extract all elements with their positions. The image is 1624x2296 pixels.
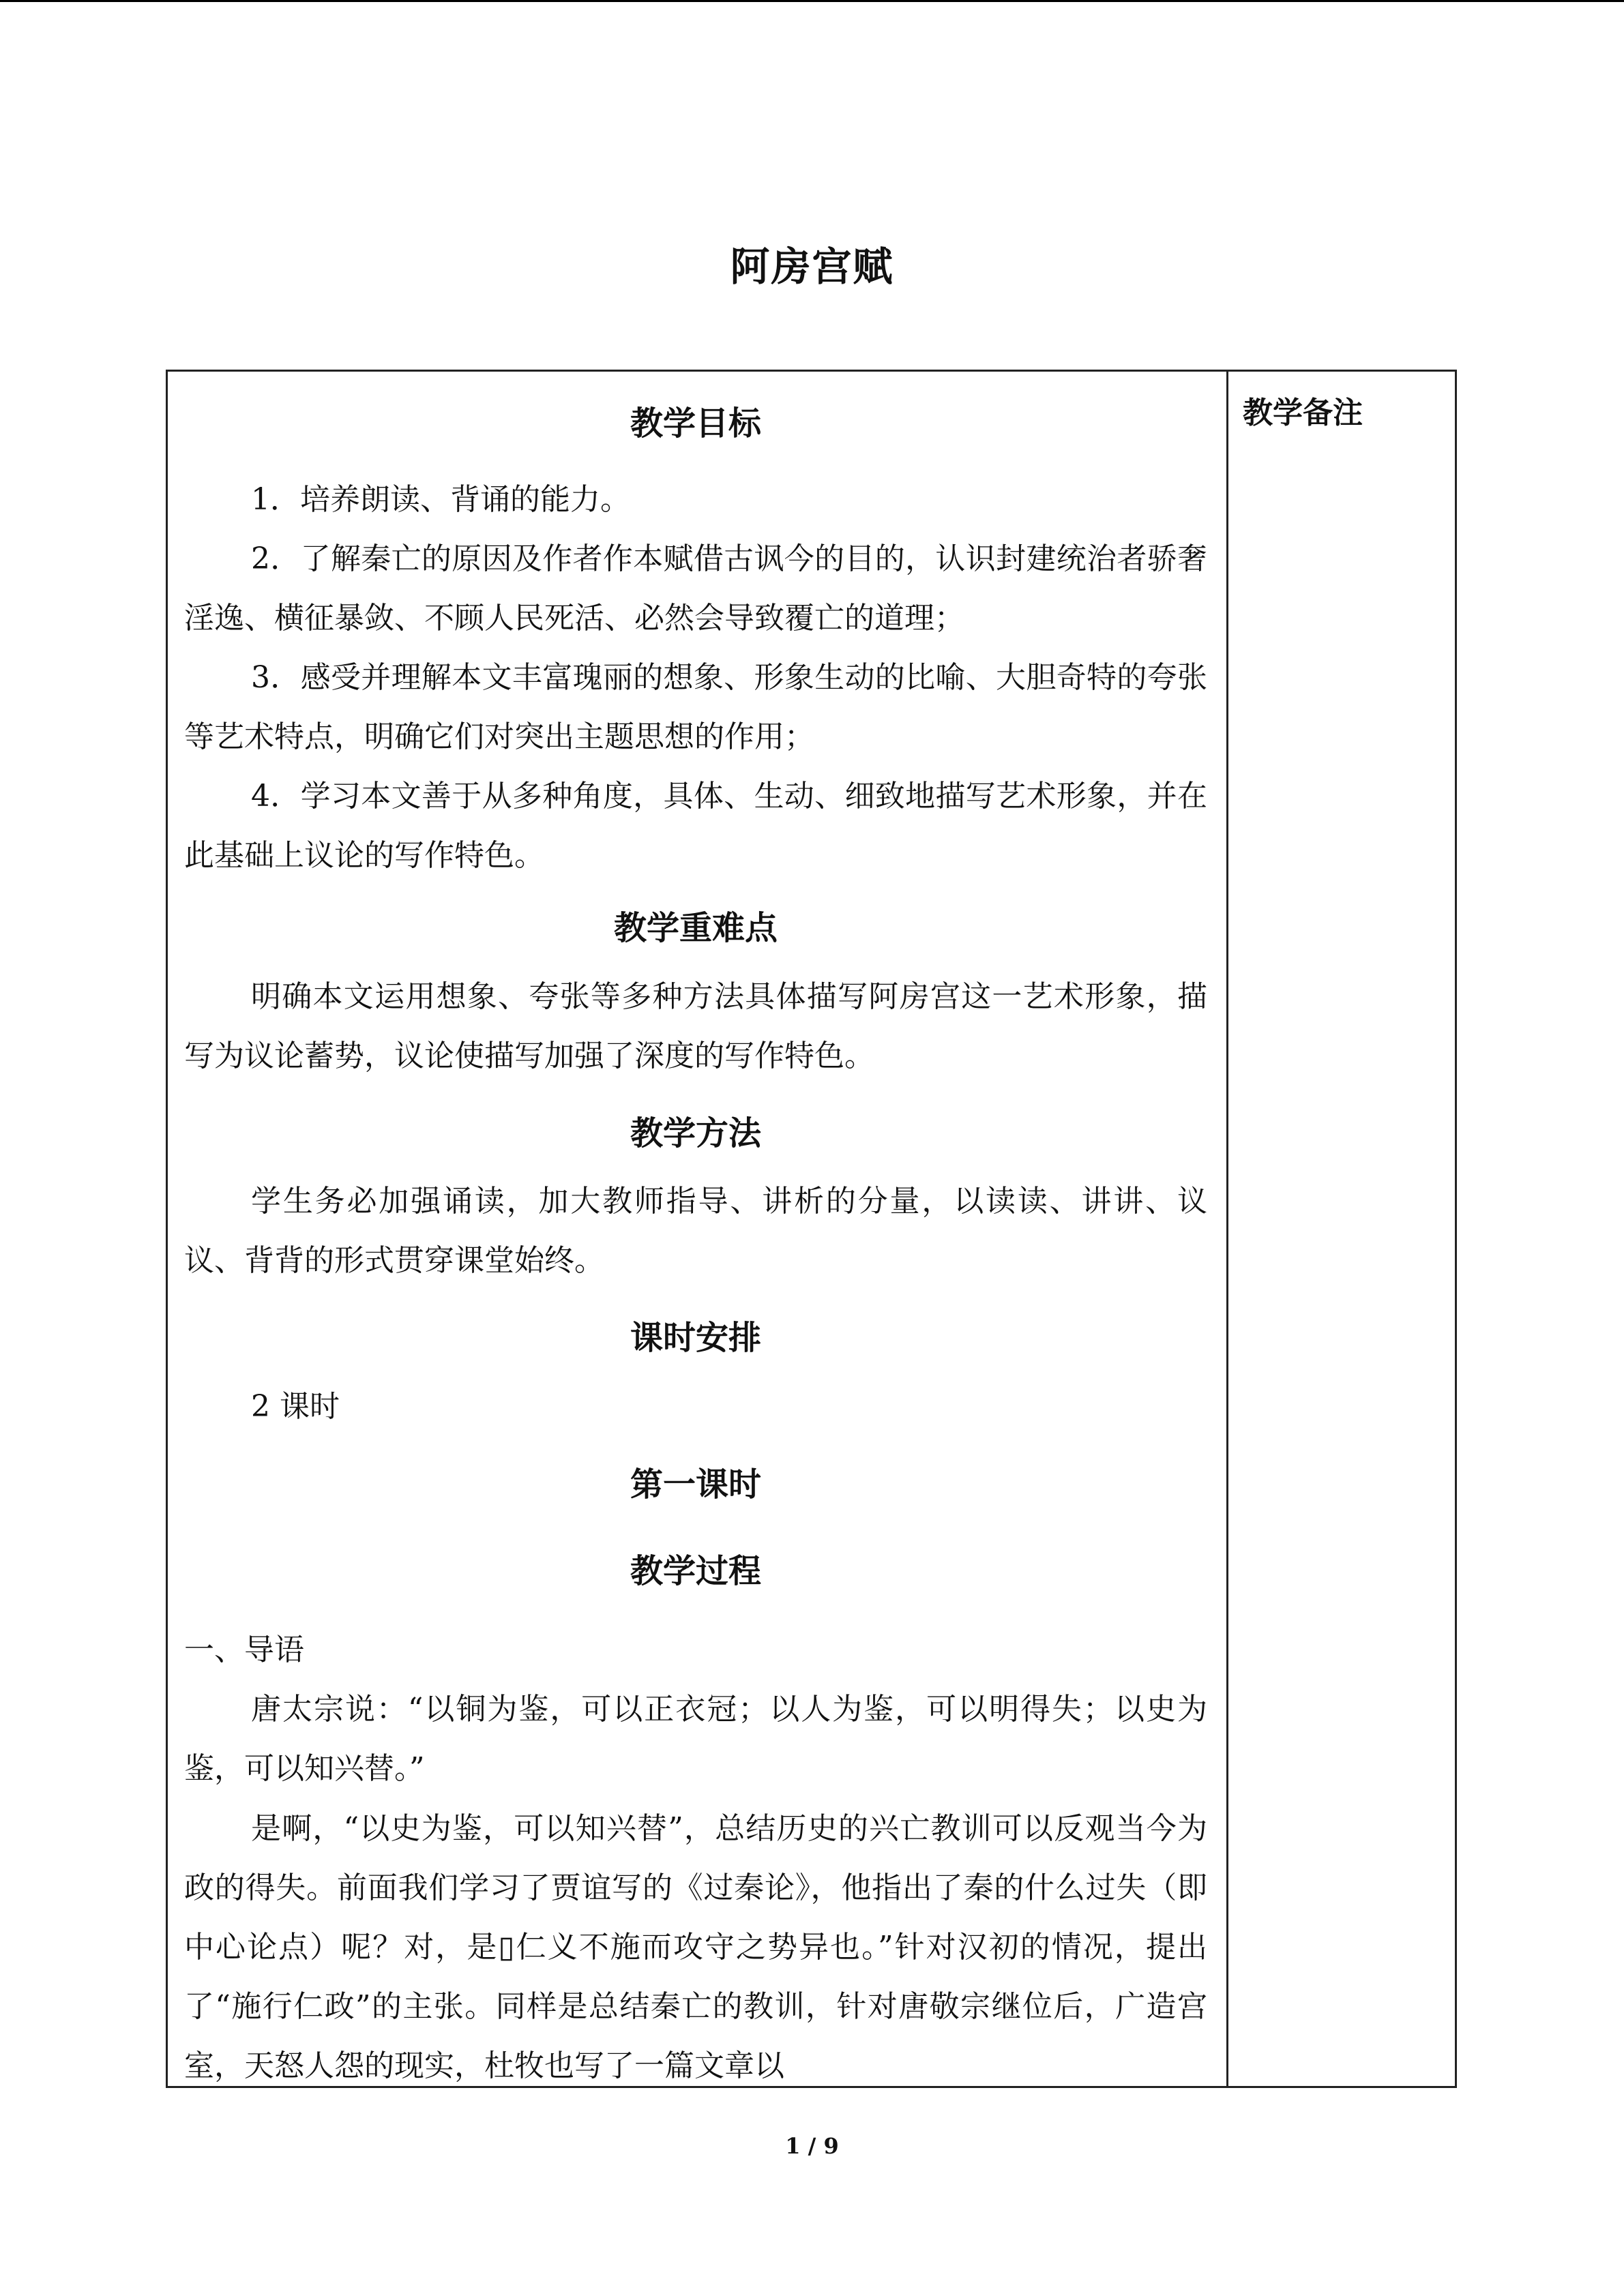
schedule-text: 2 课时 — [251, 1389, 340, 1424]
process-subheading: 一、导语 — [184, 1632, 304, 1667]
page-top-edge — [0, 0, 1624, 2]
objectives-heading: 教学目标 — [630, 404, 761, 443]
methods-text: 学生务必加强诵读，加大教师指导、讲析的分量，以读读、讲讲、议议、背背的形式贯穿课堂始终。 — [184, 1184, 1207, 1278]
key-points-heading: 教学重难点 — [613, 909, 778, 947]
process-paragraph-2: 是啊，“以史为鉴，可以知兴替”，总结历史的兴亡教训可以反观当今为政的得失。前面我们学习了贾谊写的《过秦论》，他指出了秦的什么过失（即中心论点）呢？对，是▯仁义不施而攻守之势异也。”针对汉初的情况，提出了“施行仁政”的主张。同样是总结秦亡的教训，针对唐敬宗继位后，广造宫室，天怒人怨的现实，杜牧也写了一篇文章以 — [184, 1811, 1207, 2083]
objective-item-2: 2．了解秦亡的原因及作者作本赋借古讽今的目的，认识封建统治者骄奢淫逸、横征暴敛、不顾人民死活、必然会导致覆亡的道理； — [184, 541, 1207, 636]
objective-item-1: 1．培养朗读、背诵的能力。 — [251, 482, 630, 517]
schedule-heading: 课时安排 — [630, 1319, 761, 1357]
notes-header: 教学备注 — [1243, 396, 1363, 430]
page-number: 1 / 9 — [785, 2133, 839, 2159]
lesson-plan-table — [166, 370, 1457, 2088]
document-title: 阿房宫赋 — [730, 243, 894, 290]
methods-heading: 教学方法 — [630, 1114, 761, 1152]
main-content-column — [184, 372, 1207, 2086]
first-lesson-heading: 第一课时 — [630, 1465, 761, 1504]
notes-column — [1243, 372, 1447, 2086]
key-points-text: 明确本文运用想象、夸张等多种方法具体描写阿房宫这一艺术形象，描写为议论蓄势，议论使描写加强了深度的写作特色。 — [184, 979, 1207, 1073]
column-divider — [1226, 372, 1228, 2086]
process-heading: 教学过程 — [630, 1552, 761, 1590]
objective-item-3: 3．感受并理解本文丰富瑰丽的想象、形象生动的比喻、大胆奇特的夸张等艺术特点，明确它们对突出主题思想的作用； — [184, 660, 1207, 754]
objective-item-4: 4．学习本文善于从多种角度，具体、生动、细致地描写艺术形象，并在此基础上议论的写作特色。 — [184, 779, 1207, 873]
process-paragraph-1: 唐太宗说：“以铜为鉴，可以正衣冠；以人为鉴，可以明得失；以史为鉴，可以知兴替。” — [184, 1692, 1207, 1786]
